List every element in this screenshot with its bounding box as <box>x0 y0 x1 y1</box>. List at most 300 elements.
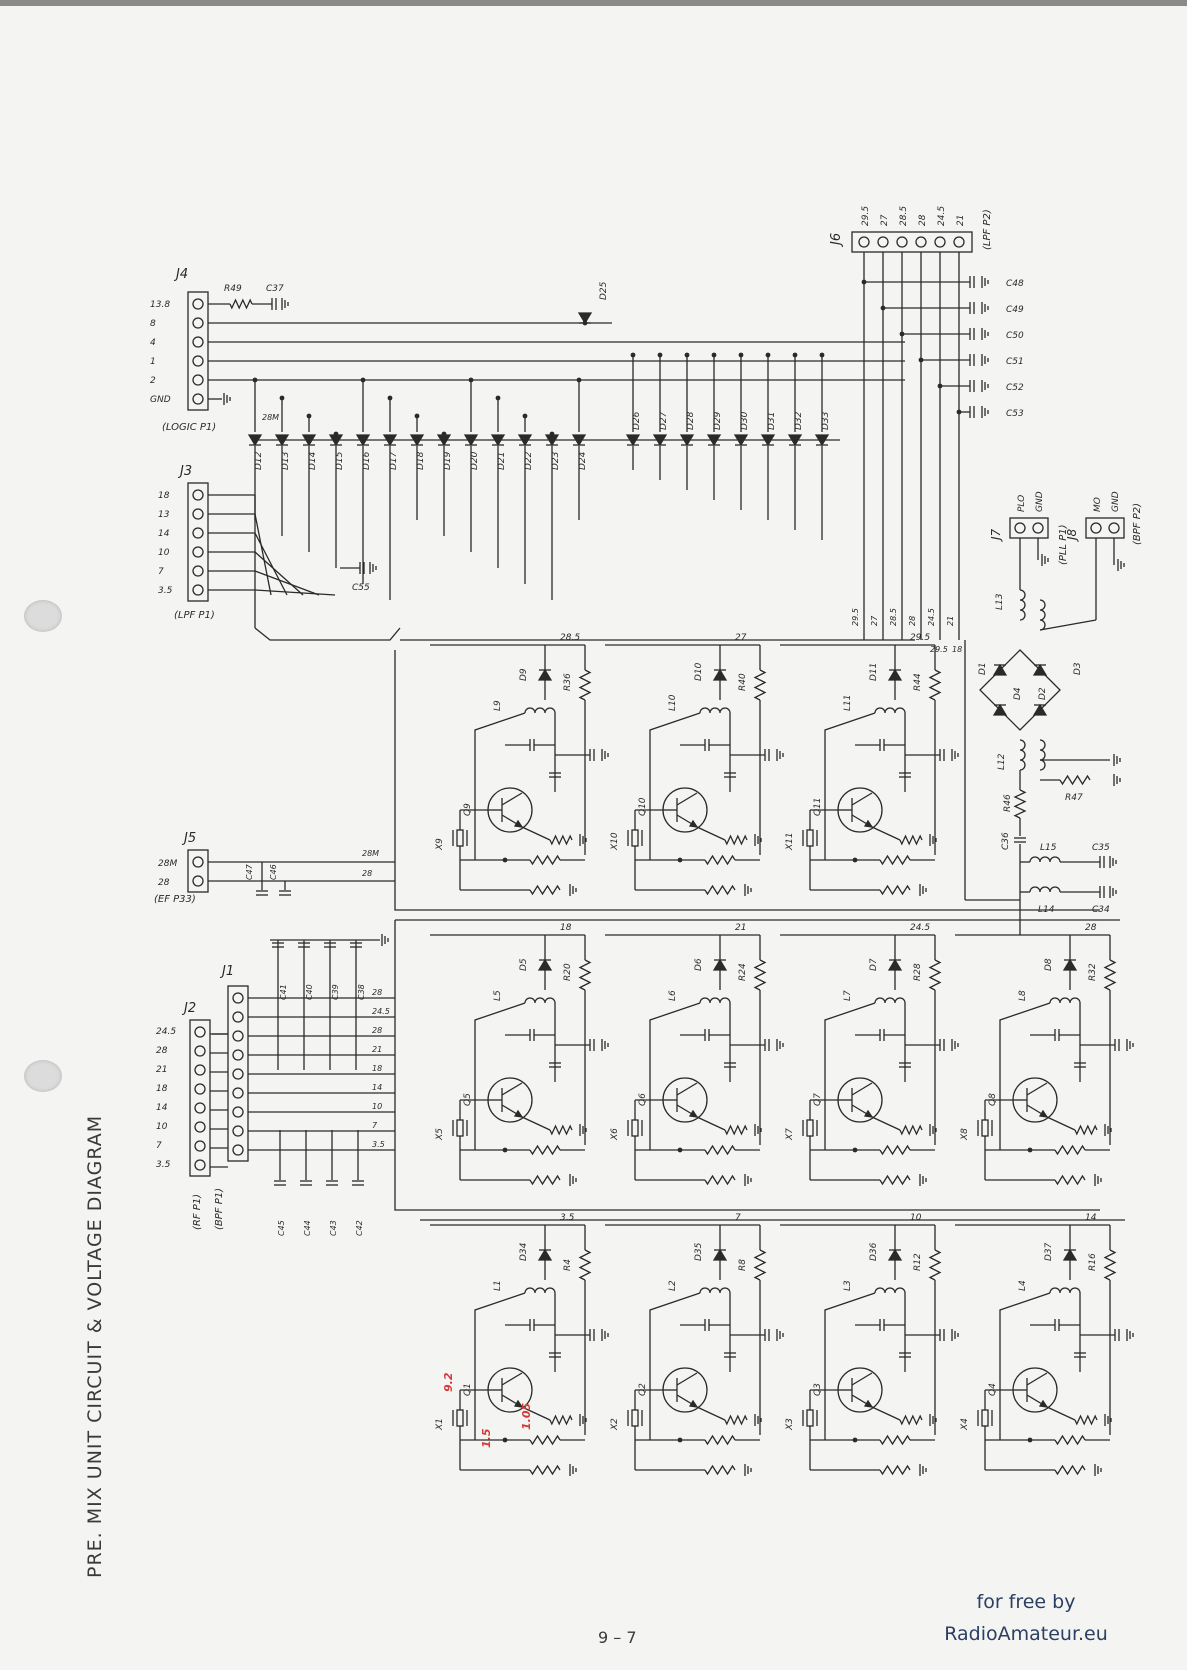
j6-pin-label: 28 <box>918 214 928 226</box>
j2-label: J2 <box>184 1001 197 1016</box>
stage-voltage-label: 3.5 <box>560 1213 575 1223</box>
bus-voltage-label: 27 <box>870 615 879 626</box>
stage-voltage-label: 28 <box>1085 923 1097 933</box>
j1-connector-pin <box>233 1031 243 1041</box>
resistor <box>1075 1416 1097 1424</box>
diode-label: D3 <box>1073 662 1083 675</box>
diode-label: D37 <box>1044 1242 1054 1261</box>
diode-label: D15 <box>335 451 345 470</box>
crystal-x11 <box>807 830 813 846</box>
r49-label: R49 <box>224 284 242 294</box>
j2-pin-label: 28 <box>156 1046 168 1056</box>
capacitor-label: C49 <box>1006 305 1024 315</box>
crystal-x6 <box>632 1120 638 1136</box>
coil-l9 <box>525 708 555 713</box>
j2-connector-pin <box>195 1160 205 1170</box>
j6-connector-pin <box>859 237 869 247</box>
transistor-q3 <box>865 1401 872 1407</box>
transistor-label: Q8 <box>988 1093 998 1106</box>
wire <box>872 1407 900 1420</box>
j4-connector-pin <box>193 299 203 309</box>
junction-dot <box>523 414 528 419</box>
resistor-label: R12 <box>913 1253 923 1271</box>
voltage-reading-base: 1.5 <box>480 1428 493 1448</box>
j2-connector-pin <box>195 1065 205 1075</box>
j2-pin-label: 3.5 <box>156 1160 171 1170</box>
diode-label: D20 <box>470 451 480 470</box>
stage-voltage-label: 7 <box>735 1213 741 1223</box>
resistor-label: R8 <box>738 1259 748 1271</box>
capacitor-label: C43 <box>329 1220 338 1236</box>
resistor <box>530 1176 560 1184</box>
resistor-r28 <box>930 960 940 990</box>
transistor-q7 <box>865 1111 872 1117</box>
capacitor-label: C44 <box>303 1220 312 1236</box>
j1-connector-pin <box>233 1107 243 1117</box>
coil-label: L5 <box>493 990 503 1001</box>
diode-d35 <box>714 1250 726 1260</box>
wire <box>650 1003 700 1150</box>
resistor <box>705 886 735 894</box>
resistor-r32 <box>1105 960 1115 990</box>
crystal-x10 <box>632 830 638 846</box>
transistor-q10 <box>677 793 697 805</box>
j3-pin-label: 14 <box>158 529 170 539</box>
resistor <box>530 886 560 894</box>
diode-label: D12 <box>254 451 264 470</box>
resistor <box>705 1176 735 1184</box>
j4-label: J4 <box>176 267 189 282</box>
bus-label: 3.5 <box>372 1140 385 1149</box>
j2-pin-label: 21 <box>156 1065 168 1075</box>
crystal-x9 <box>457 830 463 846</box>
junction-dot <box>957 410 962 415</box>
junction-dot <box>577 378 582 383</box>
j2-pin-label: 14 <box>156 1103 168 1113</box>
j2-connector-pin <box>195 1122 205 1132</box>
j2-pin-label: 10 <box>156 1122 168 1132</box>
resistor-label: R28 <box>913 963 923 981</box>
resistor-r44 <box>930 670 940 700</box>
j4-pin-label: 8 <box>150 319 156 329</box>
j4-connector-pin <box>193 394 203 404</box>
wire <box>255 628 400 640</box>
j8-connector-pin <box>1091 523 1101 533</box>
diode-label: D21 <box>497 451 507 470</box>
crystal-x3 <box>807 1410 813 1426</box>
stage-voltage-label: 18 <box>560 923 572 933</box>
capacitor-label: C45 <box>277 1220 286 1236</box>
resistor-r47 <box>1060 776 1090 784</box>
j3-pin-label: 3.5 <box>158 586 173 596</box>
resistor <box>725 1416 747 1424</box>
transistor-label: Q1 <box>463 1383 473 1396</box>
j6-pin-label: 29.5 <box>861 205 871 226</box>
c46-label: C46 <box>269 864 278 880</box>
wire <box>522 1117 550 1130</box>
transistor-label: Q5 <box>463 1093 473 1106</box>
j4-connector-pin <box>193 356 203 366</box>
coil-label: L14 <box>1038 905 1055 915</box>
diode-label: D34 <box>519 1242 529 1261</box>
wire <box>1000 1293 1050 1440</box>
transistor-q9 <box>502 793 522 805</box>
coil-l15 <box>1030 857 1060 862</box>
page-number: 9 – 7 <box>598 1628 637 1647</box>
j1-connector-pin <box>233 1126 243 1136</box>
j3-caption: (LPF P1) <box>174 610 215 621</box>
coil-label: L7 <box>843 990 853 1001</box>
j2-connector-pin <box>195 1027 205 1037</box>
wire <box>255 590 335 595</box>
j4-pin-label: 2 <box>150 376 156 386</box>
j1-connector-pin <box>233 1145 243 1155</box>
crystal-label: X10 <box>610 832 620 850</box>
page-title: PRE. MIX UNIT CIRCUIT & VOLTAGE DIAGRAM <box>84 1114 106 1578</box>
resistor-r24 <box>755 960 765 990</box>
coil-label: L11 <box>843 694 853 711</box>
crystal-x7 <box>807 1120 813 1136</box>
resistor <box>705 1146 735 1154</box>
j3-connector-pin <box>193 547 203 557</box>
transistor-q6 <box>690 1111 697 1117</box>
diode-label: D28 <box>686 411 696 430</box>
j5-caption: (EF P33) <box>154 894 196 905</box>
diode-label: D23 <box>551 451 561 470</box>
j3-connector-pin <box>193 566 203 576</box>
diode-label: D1 <box>978 662 988 675</box>
diode-label: D31 <box>767 411 777 430</box>
coil-label: L2 <box>668 1280 678 1291</box>
resistor-label: R47 <box>1065 793 1083 803</box>
transistor-q8 <box>1040 1111 1047 1117</box>
junction-dot <box>853 1148 858 1153</box>
resistor <box>900 1126 922 1134</box>
j1-caption: (BPF P1) <box>214 1187 225 1230</box>
resistor <box>705 856 735 864</box>
diode-label: D17 <box>389 451 399 470</box>
diode-d7 <box>889 960 901 970</box>
transistor-q7 <box>852 1083 872 1095</box>
coil-label: L9 <box>493 700 503 711</box>
junction-dot <box>415 414 420 419</box>
diode-label: D24 <box>578 451 588 470</box>
j2-connector-pin <box>195 1084 205 1094</box>
j3-connector <box>188 483 208 601</box>
j7-pin-label: PLO <box>1017 494 1027 512</box>
transistor-q3 <box>852 1373 872 1385</box>
j8-pin-label: GND <box>1111 491 1121 512</box>
diode-d10 <box>714 670 726 680</box>
j6-connector-pin <box>954 237 964 247</box>
junction-dot <box>919 358 924 363</box>
transistor-q2 <box>677 1373 697 1385</box>
wire <box>650 1293 700 1440</box>
coil-l3 <box>875 1288 905 1293</box>
diode-label: D18 <box>416 451 426 470</box>
j5-connector-pin <box>193 876 203 886</box>
j6-label: J6 <box>829 232 844 245</box>
transistor-q5 <box>515 1111 522 1117</box>
diode-label: D36 <box>869 1242 879 1261</box>
coil-label: L3 <box>843 1280 853 1291</box>
j2-connector-pin <box>195 1103 205 1113</box>
junction-dot <box>793 353 798 358</box>
j3-pin-label: 18 <box>158 491 170 501</box>
crystal-label: X1 <box>435 1418 445 1430</box>
junction-dot <box>739 353 744 358</box>
diode-d36 <box>889 1250 901 1260</box>
j1-connector-pin <box>233 1069 243 1079</box>
junction-dot <box>631 353 636 358</box>
j6-pin-label: 21 <box>956 214 966 226</box>
capacitor-label: C40 <box>305 984 314 1000</box>
crystal-label: X9 <box>435 838 445 850</box>
transistor-label: Q7 <box>813 1093 823 1106</box>
junction-dot <box>766 353 771 358</box>
resistor-r46 <box>1015 790 1025 818</box>
bus-label: 24.5 <box>372 1007 390 1016</box>
diode-d34 <box>539 1250 551 1260</box>
junction-dot <box>820 353 825 358</box>
diode-label: D27 <box>659 411 669 430</box>
wire <box>825 1293 875 1440</box>
resistor <box>550 836 572 844</box>
coil-l12-secondary <box>1040 740 1045 770</box>
coil-l11 <box>875 708 905 713</box>
bus-voltage-label: 21 <box>946 615 955 626</box>
j4-connector <box>188 292 208 410</box>
j2-pin-label: 24.5 <box>156 1027 177 1037</box>
j2-connector <box>190 1020 210 1176</box>
j1-connector-pin <box>233 1012 243 1022</box>
j4-pin-label: 4 <box>150 338 156 348</box>
junction-dot <box>678 858 683 863</box>
resistor <box>1055 1146 1085 1154</box>
wire <box>872 1117 900 1130</box>
diode-d6 <box>714 960 726 970</box>
transistor-q2 <box>690 1401 697 1407</box>
coil-label: L12 <box>997 753 1007 770</box>
resistor <box>725 1126 747 1134</box>
wire <box>697 1407 725 1420</box>
resistor <box>705 1436 735 1444</box>
junction-dot <box>678 1438 683 1443</box>
j2-caption: (RF P1) <box>192 1193 203 1230</box>
stage-voltage-label: 14 <box>1085 1213 1097 1223</box>
bus-label: 28 <box>372 988 383 997</box>
credit-line-2: RadioAmateur.eu <box>944 1623 1108 1645</box>
transistor-q1 <box>502 1373 522 1385</box>
bank-label: 28M <box>262 413 280 422</box>
junction-dot <box>469 378 474 383</box>
resistor-label: R24 <box>738 963 748 981</box>
resistor-label: R20 <box>563 963 573 981</box>
wire <box>522 827 550 840</box>
transistor-q9 <box>515 821 522 827</box>
bus-label: 7 <box>372 1121 378 1130</box>
c55-label: C55 <box>352 583 370 593</box>
j4-pin-label: 13.8 <box>150 300 171 310</box>
diode-label: D14 <box>308 451 318 470</box>
resistor <box>550 1126 572 1134</box>
transistor-q11 <box>852 793 872 805</box>
j4-pin-label: GND <box>150 395 171 405</box>
diode-label: D33 <box>821 411 831 430</box>
voltage-reading-collector: 9.2 <box>442 1372 455 1392</box>
bus-label: 21 <box>372 1045 383 1054</box>
transistor-q10 <box>690 821 697 827</box>
resistor <box>1055 1436 1085 1444</box>
resistor-label: R16 <box>1088 1253 1098 1271</box>
diode-label: D16 <box>362 451 372 470</box>
resistor <box>550 1416 572 1424</box>
diode-label: D19 <box>443 451 453 470</box>
junction-dot <box>503 858 508 863</box>
j1-connector-pin <box>233 993 243 1003</box>
j3-connector-pin <box>193 528 203 538</box>
diode-label: D6 <box>694 958 704 971</box>
bus-voltage-label: 29.5 <box>930 645 948 654</box>
coil-l12 <box>1020 740 1025 770</box>
j4-caption: (LOGIC P1) <box>162 422 217 433</box>
r49-resistor <box>230 300 252 308</box>
resistor <box>880 886 910 894</box>
crystal-label: X5 <box>435 1128 445 1140</box>
voltage-reading-emitter: 1.05 <box>520 1402 533 1430</box>
j8-connector <box>1086 518 1124 538</box>
resistor-label: R32 <box>1088 963 1098 981</box>
j5-pin-label: 28 <box>158 878 170 888</box>
d25-diode <box>579 313 591 323</box>
j8-caption: (BPF P2) <box>1132 502 1143 545</box>
diode-d8 <box>1064 960 1076 970</box>
coil-l13 <box>1020 590 1025 620</box>
diode-d9 <box>539 670 551 680</box>
resistor <box>900 1416 922 1424</box>
diode-label: D10 <box>694 662 704 681</box>
crystal-label: X7 <box>785 1128 795 1140</box>
j3-pin-label: 13 <box>158 510 170 520</box>
diode-label: D8 <box>1044 958 1054 971</box>
transistor-label: Q10 <box>638 797 648 816</box>
junction-dot <box>503 1438 508 1443</box>
coil-l2 <box>700 1288 730 1293</box>
capacitor-label: C34 <box>1092 905 1110 915</box>
j6-pin-label: 24.5 <box>937 205 947 226</box>
diode-label: D9 <box>519 668 529 681</box>
junction-dot <box>881 306 886 311</box>
wire <box>475 1293 525 1440</box>
resistor-r36 <box>580 670 590 700</box>
capacitor-label: C39 <box>331 984 340 1000</box>
crystal-label: X8 <box>960 1128 970 1140</box>
j3-pin-label: 10 <box>158 548 170 558</box>
junction-dot <box>496 396 501 401</box>
bus-label: 18 <box>372 1064 383 1073</box>
coil-l1 <box>525 1288 555 1293</box>
wire <box>872 827 900 840</box>
diode-label: D7 <box>869 958 879 971</box>
crystal-label: X3 <box>785 1418 795 1430</box>
crystal-x2 <box>632 1410 638 1426</box>
crystal-label: X2 <box>610 1418 620 1430</box>
bus-label: 28 <box>372 1026 383 1035</box>
transistor-q4 <box>1040 1401 1047 1407</box>
j6-connector-pin <box>935 237 945 247</box>
stage-voltage-label: 24.5 <box>910 923 931 933</box>
junction-dot <box>280 396 285 401</box>
j6-caption: (LPF P2) <box>982 209 993 250</box>
coil-label: L10 <box>668 694 678 711</box>
diode-label: D11 <box>869 662 879 681</box>
resistor <box>530 1146 560 1154</box>
stage-voltage-label: 21 <box>735 923 747 933</box>
wire <box>1047 1117 1075 1130</box>
bus-voltage-label: 24.5 <box>927 608 936 626</box>
junction-dot <box>388 396 393 401</box>
bus-voltage-label: 29.5 <box>851 608 860 626</box>
bus-label: 28M <box>362 849 380 858</box>
resistor <box>1055 1466 1085 1474</box>
crystal-x8 <box>982 1120 988 1136</box>
resistor <box>530 1466 560 1474</box>
wire <box>1047 1407 1075 1420</box>
capacitor-label: C51 <box>1006 357 1024 367</box>
capacitor-label: C53 <box>1006 409 1024 419</box>
transistor-label: Q4 <box>988 1383 998 1396</box>
j4-connector-pin <box>193 375 203 385</box>
transistor-q4 <box>1027 1373 1047 1385</box>
j7-connector-pin <box>1015 523 1025 533</box>
resistor <box>880 1176 910 1184</box>
diode-label: D32 <box>794 411 804 430</box>
coil-l10 <box>700 708 730 713</box>
resistor-label: R4 <box>563 1259 573 1271</box>
resistor-label: R40 <box>738 673 748 691</box>
capacitor-label: C50 <box>1006 331 1024 341</box>
j4-pin-label: 1 <box>150 357 156 367</box>
stage-voltage-label: 29.5 <box>910 633 931 643</box>
capacitor-label: C35 <box>1092 843 1110 853</box>
j3-connector-pin <box>193 585 203 595</box>
junction-dot <box>361 378 366 383</box>
coil-l5 <box>525 998 555 1003</box>
capacitor-label: C52 <box>1006 383 1024 393</box>
wire <box>825 713 875 860</box>
capacitor-label: C38 <box>357 984 366 1000</box>
transistor-label: Q11 <box>813 797 823 816</box>
crystal-label: X6 <box>610 1128 620 1140</box>
j3-connector-pin <box>193 490 203 500</box>
j6-pin-label: 28.5 <box>899 205 909 226</box>
j6-connector-pin <box>878 237 888 247</box>
stage-voltage-label: 10 <box>910 1213 922 1223</box>
diode-label: D26 <box>632 411 642 430</box>
d25-label: D25 <box>599 281 609 300</box>
diode-d11 <box>889 670 901 680</box>
j7-connector-pin <box>1033 523 1043 533</box>
resistor <box>705 1466 735 1474</box>
coil-label: L8 <box>1018 990 1028 1001</box>
resistor <box>725 836 747 844</box>
j6-connector-pin <box>916 237 926 247</box>
transistor-label: Q3 <box>813 1383 823 1396</box>
capacitor-label: C48 <box>1006 279 1024 289</box>
coil-l6 <box>700 998 730 1003</box>
coil-label: L1 <box>493 1280 503 1291</box>
coil-l14 <box>1030 887 1060 892</box>
